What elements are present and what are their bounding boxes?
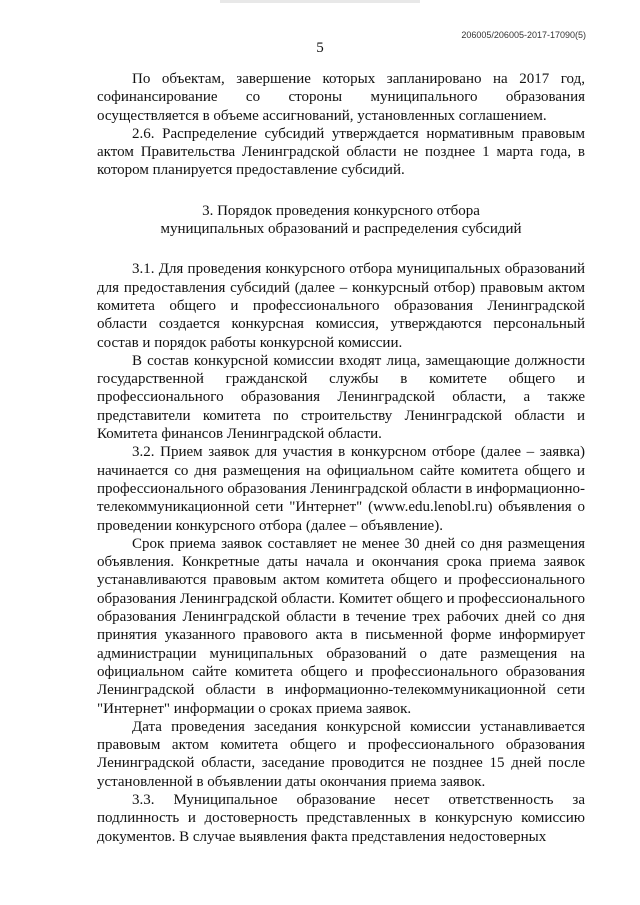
scan-artifact [220, 0, 420, 3]
paragraph: 3.3. Муниципальное образование несет ответственность за подлинность и достоверность представленных в конкурсную комиссию документов. В случае выявления факта представления недостоверных [97, 791, 585, 845]
section-heading [97, 202, 585, 239]
section-heading-line: 3. Порядок проведения конкурсного отбора [202, 202, 480, 219]
paragraph: В состав конкурсной комиссии входят лица, замещающие должности государственной гражданской службы в комитете общего и профессионального образования Ленинградской области, а также представители комитета по строительству Ленинградской области и Комитета финансов Ленинградской области. [97, 352, 585, 443]
paragraph: 3.1. Для проведения конкурсного отбора муниципальных образований для предоставления субсидий (далее – конкурсный отбор) правовым актом комитета общего и профессионального образования Ленинградской области создается конкурсная комиссия, утверждаются персональный состав и порядок работы конкурсной комиссии. [97, 261, 585, 351]
section-heading-line: муниципальных образований и распределения субсидий [160, 221, 522, 238]
paragraph: Дата проведения заседания конкурсной комиссии устанавливается правовым актом комитета общего и профессионального образования Ленинградской области, заседание проводится не позднее 15 дней после установленной в объявлении даты окончания приема заявок. [97, 718, 585, 790]
paragraph: 3.2. Прием заявок для участия в конкурсном отборе (далее – заявка) начинается со дня размещения на официальном сайте комитета общего и профессионального образования Ленинградской области в информационно-телекоммуникационной сети "Интернет" (www.edu.lenobl.ru) объявления о проведении конкурсного отбора (далее – объявление). [97, 444, 585, 534]
page-number: 5 [316, 40, 324, 56]
paragraph: Срок приема заявок составляет не менее 30 дней со дня размещения объявления. Конкретные даты начала и окончания срока приема заявок устанавливаются правовым актом комитета общего и профессионального образования Ленинградской области. Комитет общего и профессионального образования Ленинградской области в течение трех рабочих дней со дня принятия указанного правового акта в письменной форме информирует администрации муниципальных образований о дате размещения на официальном сайте комитета общего и профессионального образования Ленинградской области в информационно-телекоммуникационной сети "Интернет" информации о сроках приема заявок. [97, 535, 585, 717]
paragraph: По объектам, завершение которых запланировано на 2017 год, софинансирование со стороны муниципального образования осуществляется в объеме ассигнований, установленных соглашением. [97, 71, 585, 124]
paragraph: 2.6. Распределение субсидий утверждается нормативным правовым актом Правительства Ленинградской области не позднее 1 марта года, в котором планируется предоставление субсидий. [97, 125, 585, 179]
document-body [97, 70, 585, 846]
document-code: 206005/206005-2017-17090(5) [461, 30, 586, 40]
